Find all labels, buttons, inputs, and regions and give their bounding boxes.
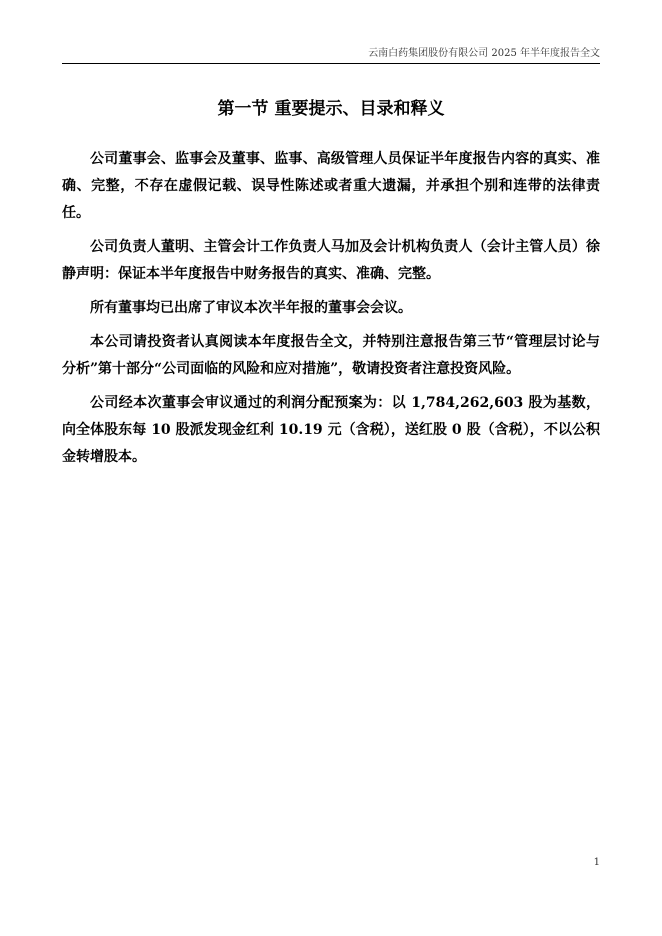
paragraph-board-guarantee: 公司董事会、监事会及董事、监事、高级管理人员保证半年度报告内容的真实、准确、完整，不存在虚假记载、误导性陈述或者重大遗漏，并承担个别和连带的法律责任。	[62, 151, 600, 221]
paragraph-profit-distribution: 公司经本次董事会审议通过的利润分配预案为：以 1,784,262,603 股为基数，向全体股东每 10 股派发现金红利 10.19 元（含税），送红股 0 股（含税），不以公积金转增股本。	[62, 395, 600, 465]
section-title: 第一节 重要提示、目录和释义	[217, 99, 445, 119]
paragraph-risk-notice: 本公司请投资者认真阅读本年度报告全文，并特别注意报告第三节“管理层讨论与分析”第十部分“公司面临的风险和应对措施”，敬请投资者注意投资风险。	[62, 334, 600, 377]
header-divider	[62, 63, 600, 64]
page-number: 1	[593, 857, 600, 868]
running-header: 云南白药集团股份有限公司 2025 年半年度报告全文	[368, 48, 600, 59]
important-notice-body	[62, 146, 600, 478]
paragraph-directors-attendance: 所有董事均已出席了审议本次半年报的董事会会议。	[90, 300, 412, 316]
paragraph-responsible-persons-statement: 公司负责人董明、主管会计工作负责人马加及会计机构负责人（会计主管人员）徐静声明：保证本半年度报告中财务报告的真实、准确、完整。	[62, 239, 600, 282]
